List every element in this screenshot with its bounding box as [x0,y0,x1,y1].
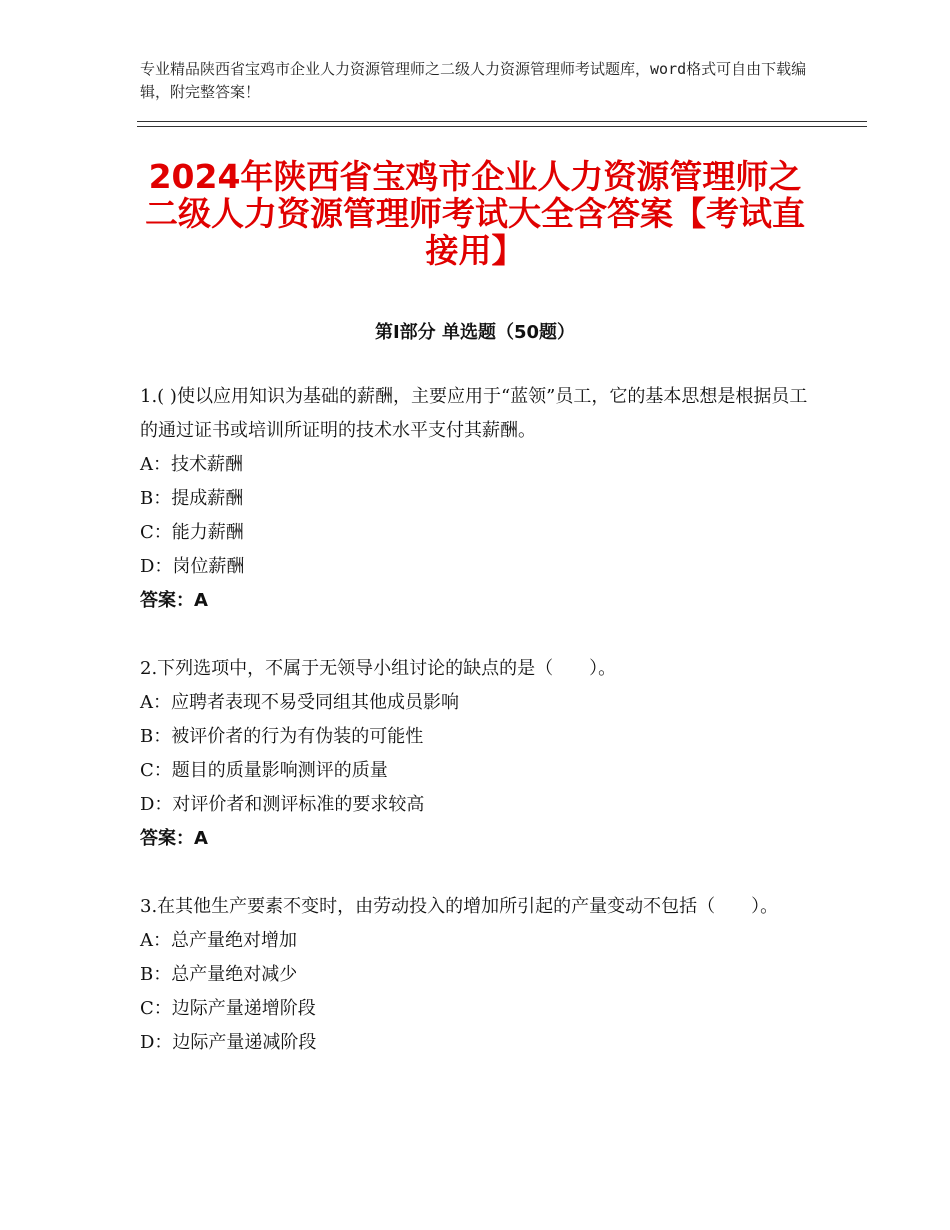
option-b: B：被评价者的行为有伪装的可能性 [140,726,424,747]
section-heading: 第Ⅰ部分 单选题（50题） [374,322,575,343]
option-b: B：提成薪酬 [140,488,244,509]
header-divider [137,121,867,127]
option-c: C：边际产量递增阶段 [140,998,316,1019]
option-c: C：能力薪酬 [140,522,244,543]
option-d: D：对评价者和测评标准的要求较高 [140,794,425,815]
option-a: A：技术薪酬 [140,454,243,475]
option-b: B：总产量绝对减少 [140,964,298,985]
option-a: A：总产量绝对增加 [140,930,297,951]
question-stem: 3.在其他生产要素不变时，由劳动投入的增加所引起的产量变动不包括（ ）。 [140,896,779,917]
option-d: D：岗位薪酬 [140,556,245,577]
question-list [140,380,810,1094]
answer-label: 答案：A [140,590,208,611]
question-stem: 2.下列选项中，不属于无领导小组讨论的缺点的是（ ）。 [140,658,617,679]
document-title: 2024年陕西省宝鸡市企业人力资源管理师之二级人力资源管理师考试大全含答案【考试直接用】 [145,157,805,270]
header-note: 专业精品陕西省宝鸡市企业人力资源管理师之二级人力资源管理师考试题库，word格式可自由下载编辑，附完整答案！ [140,60,807,101]
option-d: D：边际产量递减阶段 [140,1032,317,1053]
question-3 [140,890,810,1060]
answer-label: 答案：A [140,828,208,849]
option-a: A：应聘者表现不易受同组其他成员影响 [140,692,459,713]
question-1 [140,380,810,618]
option-c: C：题目的质量影响测评的质量 [140,760,388,781]
question-2 [140,652,810,856]
question-stem: 1.( )使以应用知识为基础的薪酬，主要应用于“蓝领”员工，它的基本思想是根据员工的通过证书或培训所证明的技术水平支付其薪酬。 [140,386,808,441]
